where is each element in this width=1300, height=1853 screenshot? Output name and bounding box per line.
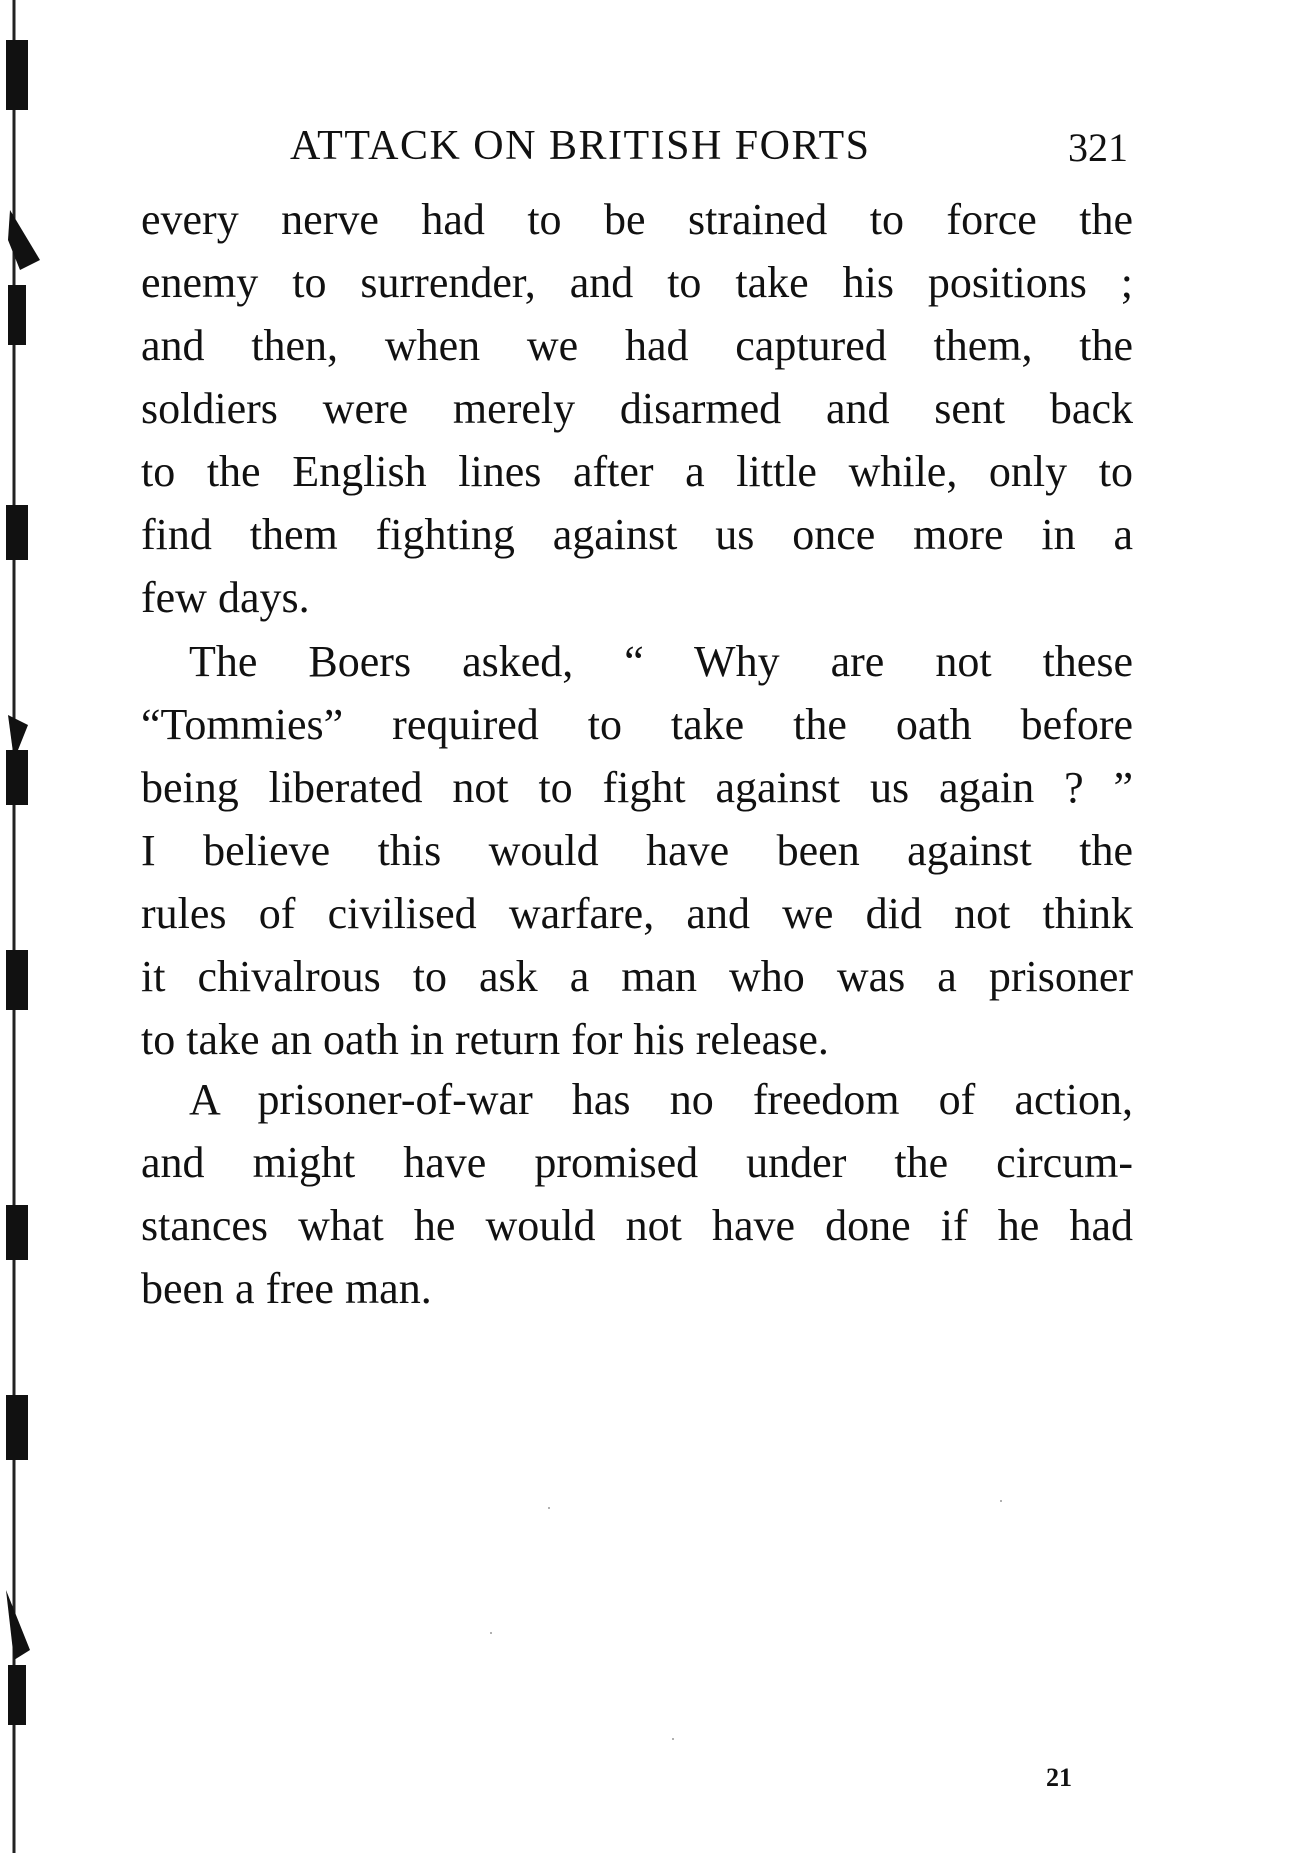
text-line: The Boers asked, “ Why are not these — [189, 637, 1133, 686]
text-line: to the English lines after a little while, only to — [141, 447, 1133, 496]
text-line: and then, when we had captured them, the — [141, 321, 1133, 370]
scan-speck — [490, 1632, 492, 1634]
text-line: soldiers were merely disarmed and sent back — [141, 384, 1133, 433]
running-head: ATTACK ON BRITISH FORTS — [290, 123, 871, 169]
text-line: find them fighting against us once more in a — [141, 510, 1133, 559]
text-line: rules of civilised warfare, and we did not think — [141, 889, 1133, 938]
text-line: enemy to surrender, and to take his positions ; — [141, 258, 1133, 307]
binding-edge — [0, 0, 48, 1853]
text-line: and might have promised under the circum- — [141, 1138, 1133, 1187]
scan-speck — [548, 1507, 550, 1509]
scan-speck — [1000, 1500, 1002, 1502]
text-line: stances what he would not have done if he had — [141, 1201, 1133, 1250]
text-line: few days. — [141, 573, 310, 622]
paragraph-2 — [141, 630, 1133, 1071]
text-line: I believe this would have been against the — [141, 826, 1133, 875]
scan-speck — [672, 1738, 674, 1740]
text-line: “Tommies” required to take the oath before — [141, 700, 1133, 749]
text-line: to take an oath in return for his release. — [141, 1015, 829, 1064]
text-line: been a free man. — [141, 1264, 432, 1313]
text-line: A prisoner-of-war has no freedom of action, — [189, 1075, 1133, 1124]
page-number: 321 — [1068, 125, 1128, 170]
paragraph-1 — [141, 188, 1133, 629]
signature-mark: 21 — [1046, 1763, 1072, 1792]
text-line: being liberated not to fight against us again ? ” — [141, 763, 1133, 812]
text-line: every nerve had to be strained to force the — [141, 195, 1133, 244]
paragraph-3 — [141, 1068, 1133, 1320]
text-line: it chivalrous to ask a man who was a prisoner — [141, 952, 1133, 1001]
